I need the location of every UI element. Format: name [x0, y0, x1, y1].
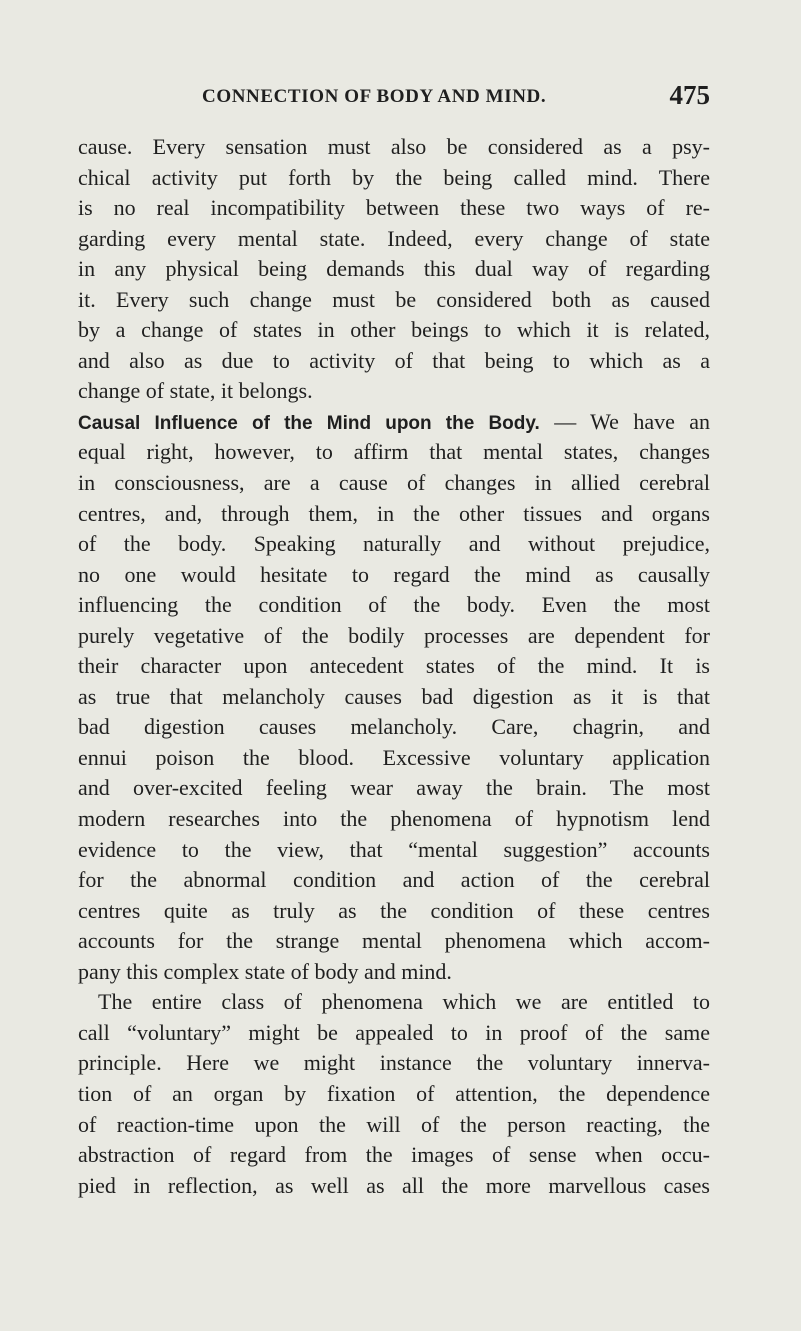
- text-line: their character upon antecedent states of the mind. It is: [78, 653, 710, 679]
- text-line: modern researches into the phenomena of hypnotism lend: [78, 806, 710, 832]
- text-line: garding every mental state. Indeed, every change of state: [78, 225, 710, 251]
- text-line: pany this complex state of body and mind.: [78, 958, 452, 984]
- text-line: cause. Every sensation must also be considered as a psy-: [78, 134, 710, 159]
- text-line: and also as due to activity of that being to which as a: [78, 347, 710, 373]
- section-heading: Causal Influence of the Mind upon the Body.: [78, 412, 540, 434]
- text-line: tion of an organ by fixation of attention, the dependence: [78, 1080, 710, 1106]
- text-line: in any physical being demands this dual way of regarding: [78, 256, 710, 282]
- text-line: in consciousness, are a cause of changes in allied cerebral: [78, 470, 710, 496]
- text-line: by a change of states in other beings to which it is related,: [78, 317, 710, 343]
- text-line: pied in reflection, as well as all the more marvellous cases: [78, 1172, 710, 1198]
- text-line: call “voluntary” might be appealed to in proof of the same: [78, 1019, 710, 1045]
- text-line: purely vegetative of the bodily processes are dependent for: [78, 622, 710, 648]
- text-line: The entire class of phenomena which we are entitled to: [98, 989, 710, 1015]
- text-line: for the abnormal condition and action of the cerebral: [78, 867, 710, 893]
- text-line: equal right, however, to affirm that mental states, changes: [78, 439, 710, 465]
- text-line: it. Every such change must be considered both as caused: [78, 286, 710, 312]
- text-line: no one would hesitate to regard the mind as causally: [78, 561, 710, 587]
- paragraph-2: [78, 407, 710, 987]
- text-line: influencing the condition of the body. Even the most: [78, 592, 710, 618]
- text-line: bad digestion causes melancholy. Care, chagrin, and: [78, 714, 710, 740]
- text-line: is no real incompatibility between these two ways of re-: [78, 195, 710, 221]
- running-head: CONNECTION OF BODY AND MIND.: [202, 86, 547, 107]
- heading-line-rest: — We have an: [539, 408, 710, 434]
- text-line: chical activity put forth by the being called mind. There: [78, 164, 710, 190]
- paragraph-3: [78, 987, 710, 1201]
- text-line: centres, and, through them, in the other tissues and organs: [78, 500, 710, 526]
- text-line: centres quite as truly as the condition of these centres: [78, 897, 710, 923]
- text-line: principle. Here we might instance the voluntary innerva-: [78, 1050, 710, 1076]
- text-line: evidence to the view, that “mental suggestion” accounts: [78, 836, 710, 862]
- page-header: [78, 80, 710, 116]
- page-number: 475: [669, 80, 710, 110]
- body-text: [78, 132, 710, 1201]
- text-line: ennui poison the blood. Excessive voluntary application: [78, 744, 710, 770]
- paragraph-1: [78, 132, 710, 407]
- heading-line: [78, 407, 710, 438]
- text-line: of reaction-time upon the will of the person reacting, the: [78, 1111, 710, 1137]
- text-line: and over-excited feeling wear away the brain. The most: [78, 775, 710, 801]
- text-line: abstraction of regard from the images of sense when occu-: [78, 1142, 710, 1168]
- text-line: change of state, it belongs.: [78, 378, 313, 404]
- text-line: as true that melancholy causes bad digestion as it is that: [78, 683, 710, 709]
- text-line: of the body. Speaking naturally and without prejudice,: [78, 531, 710, 557]
- text-line: accounts for the strange mental phenomena which accom-: [78, 928, 710, 954]
